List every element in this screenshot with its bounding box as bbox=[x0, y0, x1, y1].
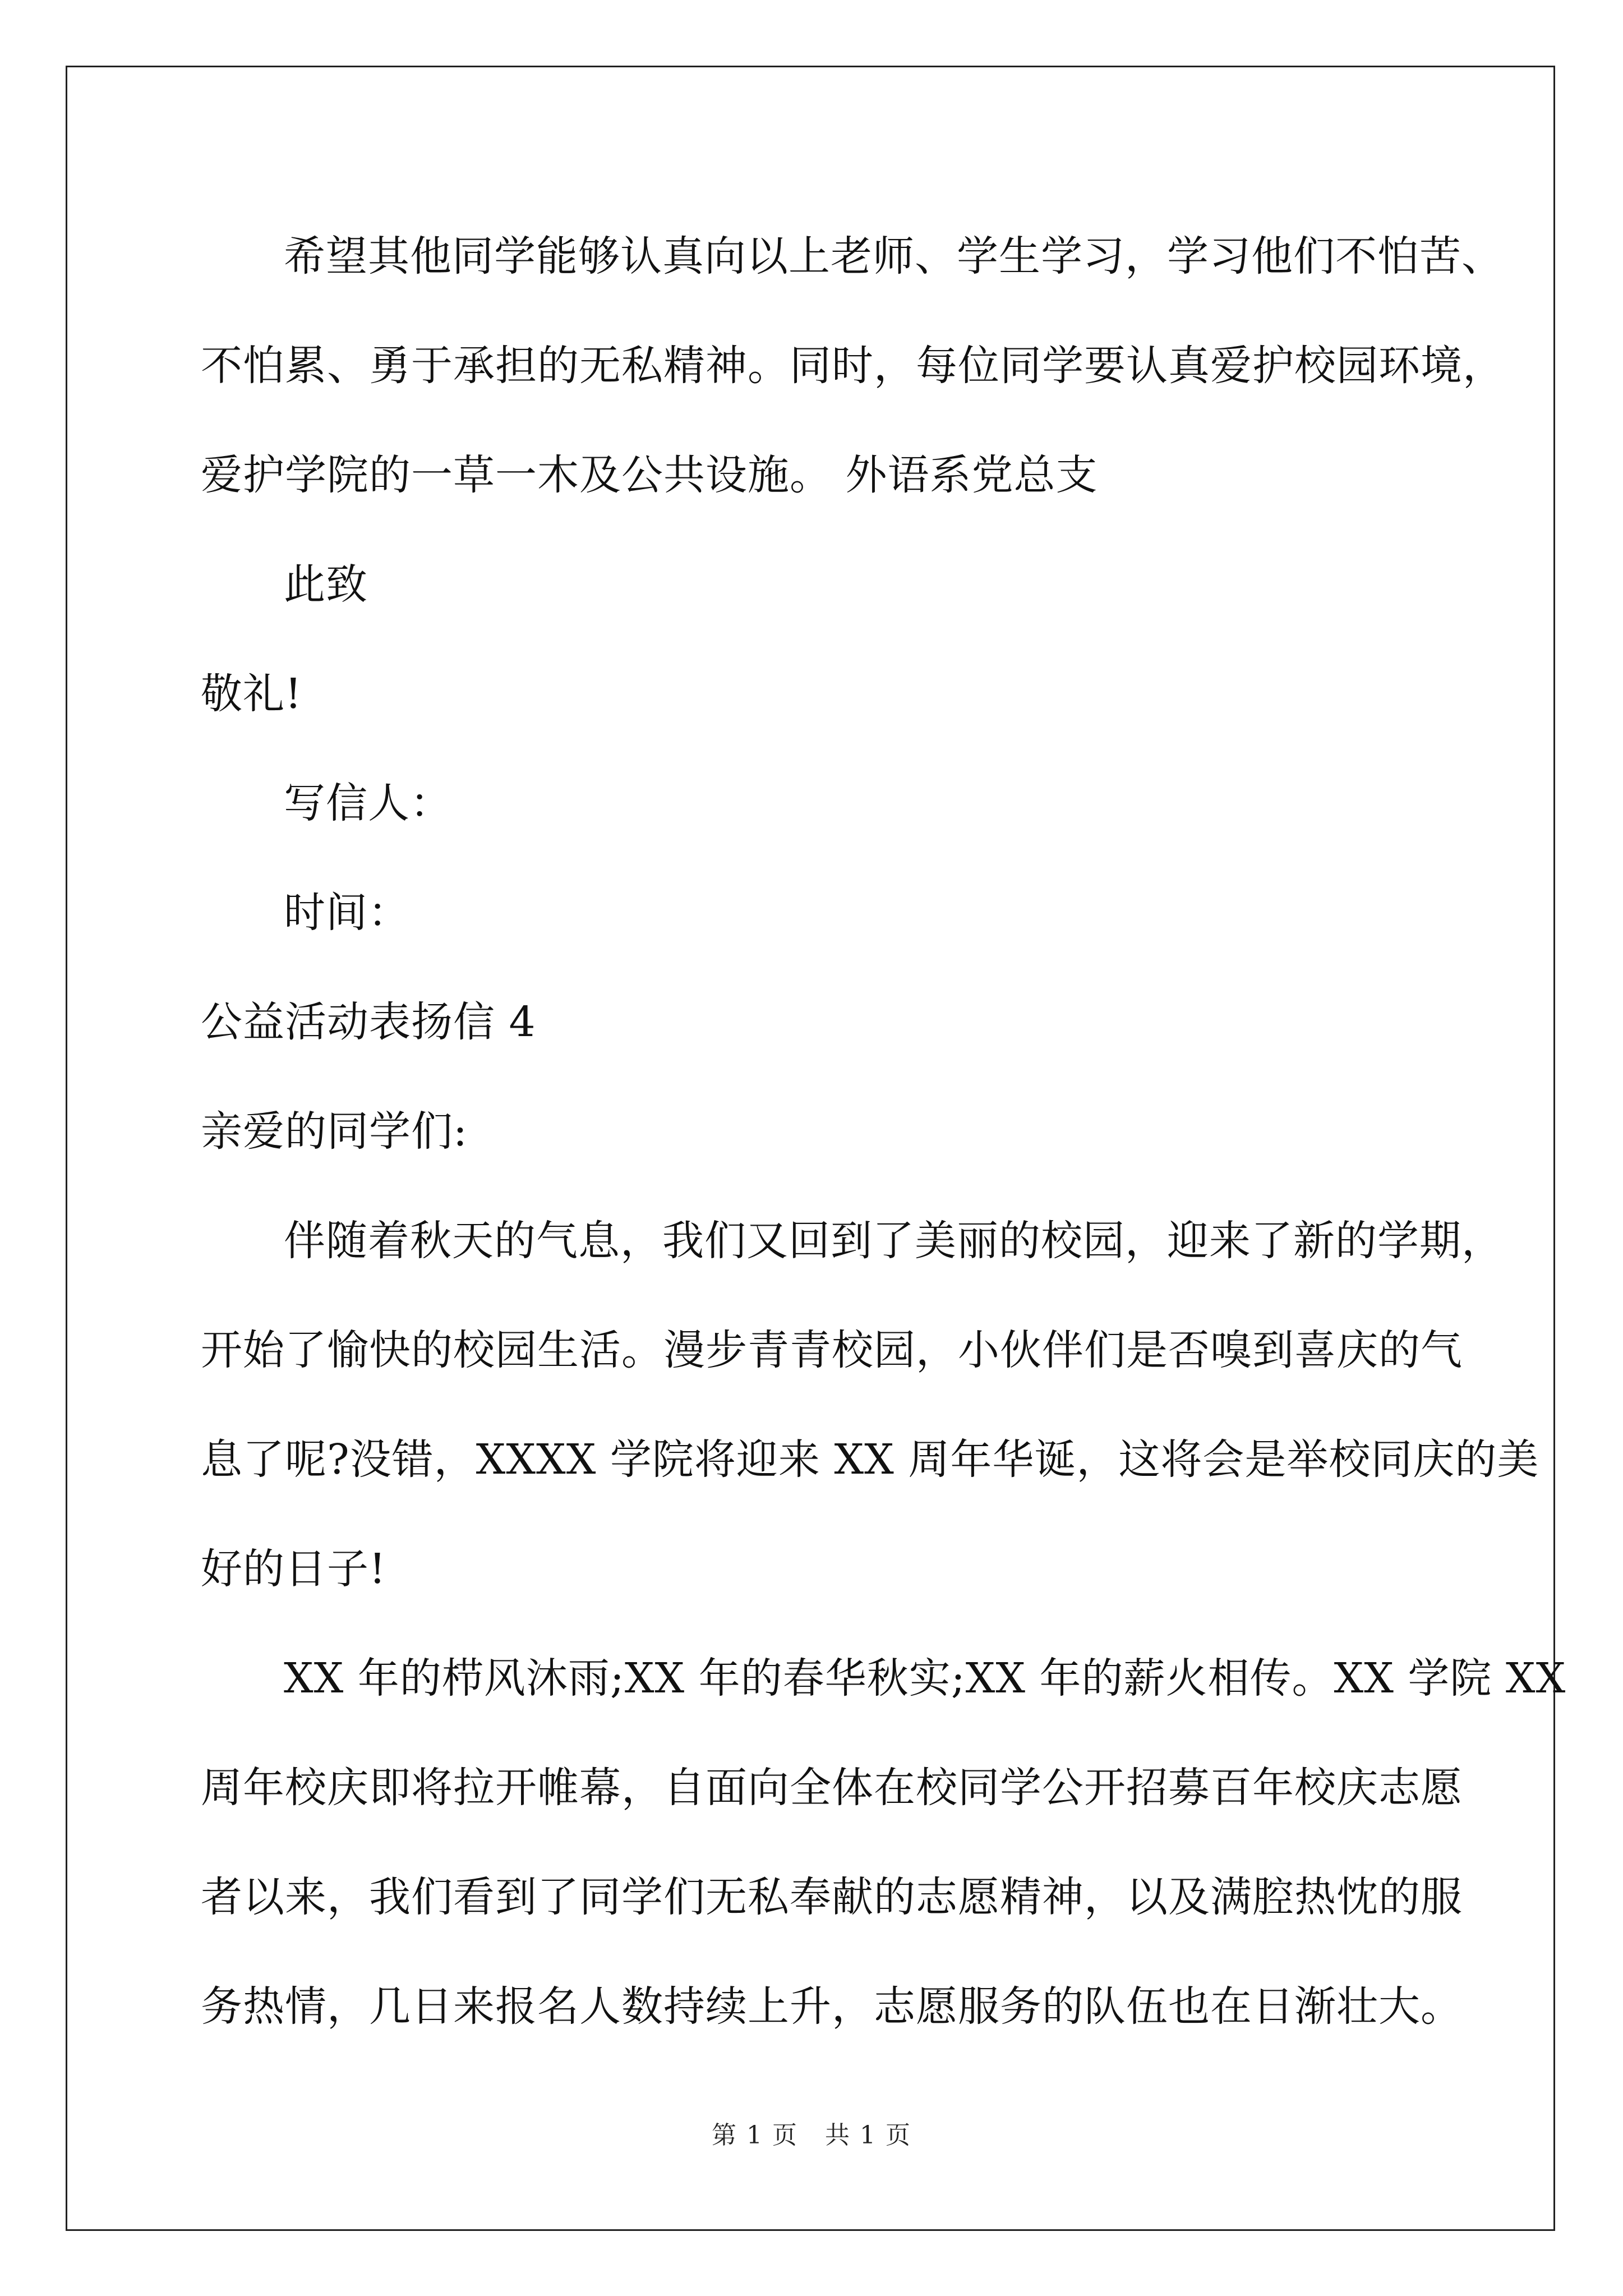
text-line: XX 年的栉风沐雨;XX 年的春华秋实;XX 年的薪火相传。XX 学院 XX bbox=[284, 1654, 1566, 1703]
document-body bbox=[201, 202, 1566, 2062]
text-line: 希望其他同学能够认真向以上老师、学生学习，学习他们不怕苦、 bbox=[284, 232, 1504, 280]
text-line: 者以来，我们看到了同学们无私奉献的志愿精神，以及满腔热忱的服 bbox=[201, 1873, 1463, 1921]
text-line: 开始了愉快的校园生活。漫步青青校园，小伙伴们是否嗅到喜庆的气 bbox=[201, 1326, 1463, 1374]
text-line: 息了呢?没错，XXXX 学院将迎来 XX 周年华诞，这将会是举校同庆的美 bbox=[201, 1435, 1539, 1484]
date-line: 时间： bbox=[284, 889, 410, 937]
section-title: 公益活动表扬信 4 bbox=[201, 998, 536, 1046]
greeting-line: 亲爱的同学们: bbox=[201, 1107, 468, 1156]
salutation-line: 此致 bbox=[284, 560, 368, 609]
signature-line: 写信人： bbox=[284, 779, 452, 827]
text-line: 爱护学院的一草一木及公共设施。 外语系党总支 bbox=[201, 451, 1098, 499]
page-number-footer: 第 1 页 共 1 页 bbox=[712, 2121, 911, 2150]
salutation-line: 敬礼! bbox=[201, 670, 302, 718]
text-line: 务热情，几日来报名人数持续上升，志愿服务的队伍也在日渐壮大。 bbox=[201, 1982, 1463, 2031]
text-line: 不怕累、勇于承担的无私精神。同时，每位同学要认真爱护校园环境， bbox=[201, 342, 1505, 390]
text-line: 周年校庆即将拉开帷幕，自面向全体在校同学公开招募百年校庆志愿 bbox=[201, 1764, 1463, 1812]
text-line: 伴随着秋天的气息，我们又回到了美丽的校园，迎来了新的学期， bbox=[284, 1217, 1504, 1265]
text-line: 好的日子! bbox=[201, 1545, 386, 1593]
